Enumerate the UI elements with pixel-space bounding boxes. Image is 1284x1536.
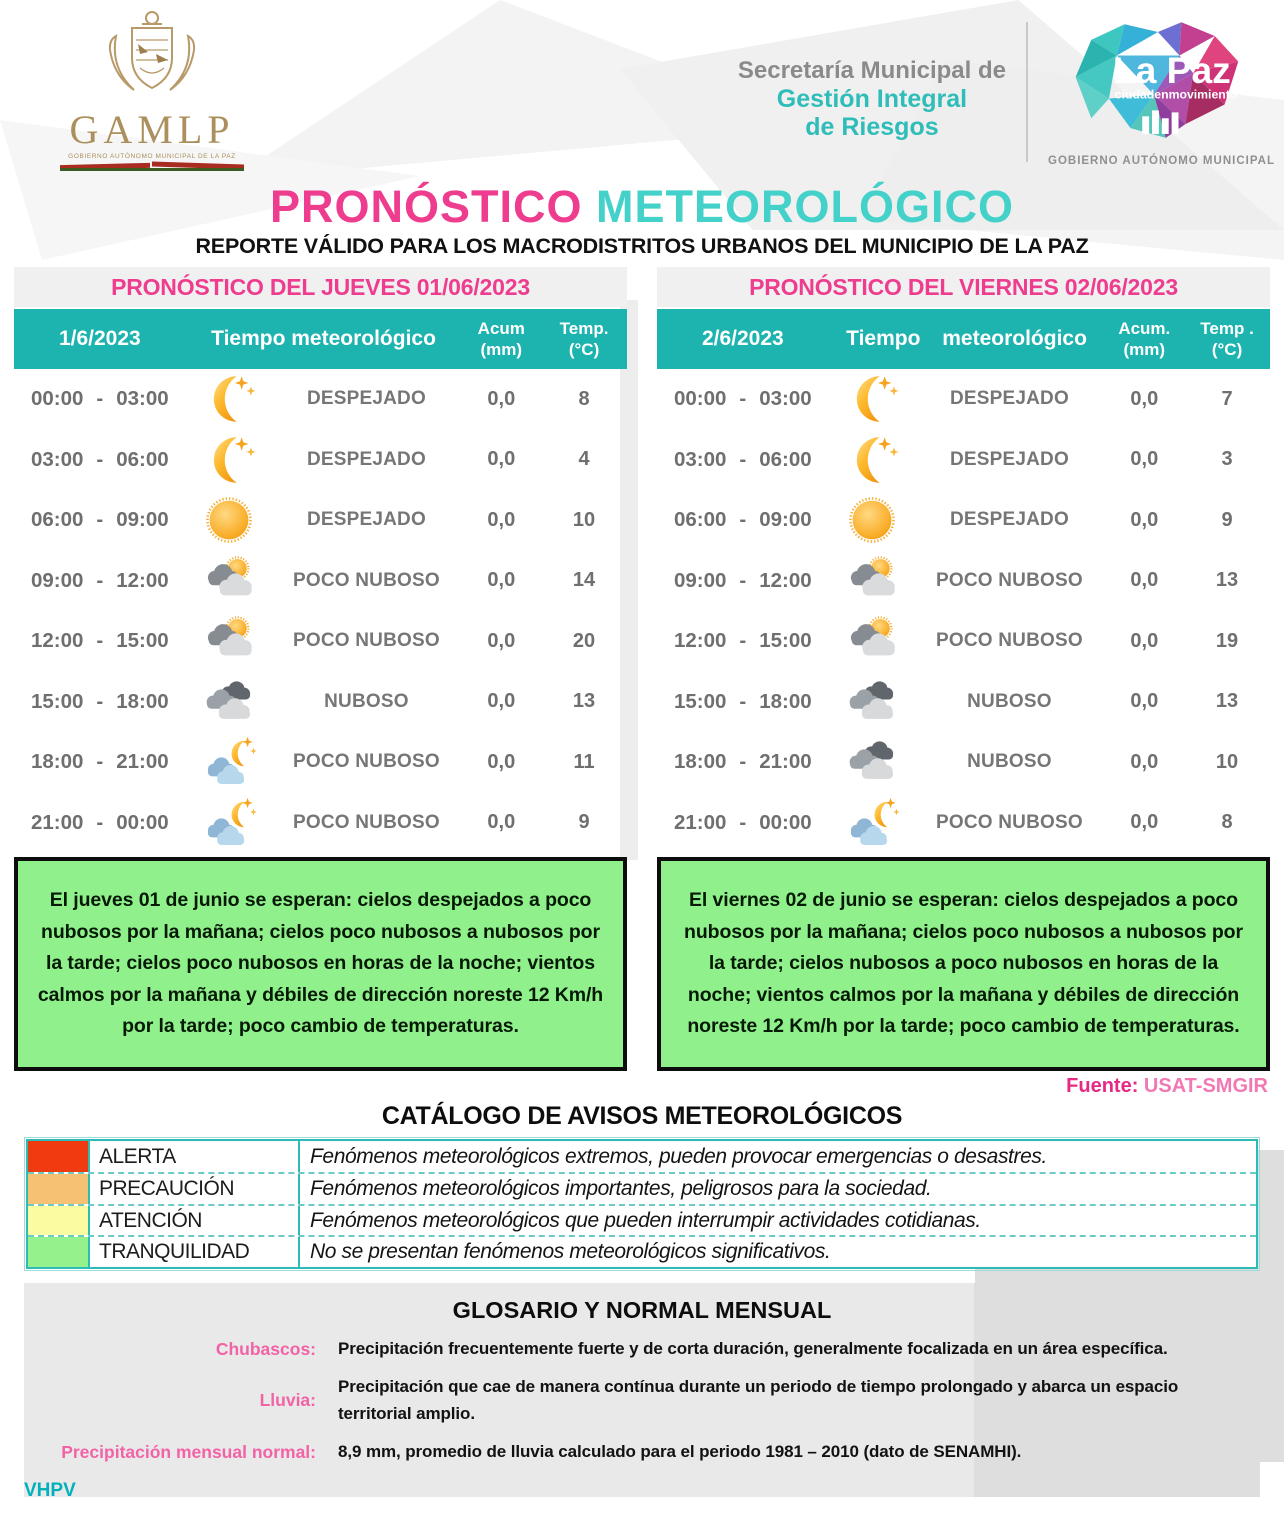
- forecast-table-thursday: [14, 307, 627, 853]
- temperature-value: 8: [1221, 811, 1233, 834]
- time-to: 06:00: [759, 447, 812, 471]
- time-to: 18:00: [116, 689, 169, 713]
- temperature-value: 3: [1221, 448, 1233, 471]
- secretaria-line2: Gestión Integral: [776, 84, 968, 113]
- accumulation-value: 0,0: [487, 387, 516, 410]
- section-title-thursday: PRONÓSTICO DEL JUEVES 01/06/2023: [14, 267, 627, 307]
- time-from: 21:00: [30, 810, 84, 834]
- weather-condition: NUBOSO: [967, 751, 1052, 773]
- temperature-value: 14: [572, 569, 596, 592]
- section-title-friday: PRONÓSTICO DEL VIERNES 02/06/2023: [657, 267, 1270, 307]
- time-from: 09:00: [673, 568, 727, 592]
- gamlp-crest-icon: [96, 6, 208, 110]
- time-separator: -: [739, 629, 747, 653]
- secretaria-line1: Secretaría Municipal de: [737, 57, 1006, 84]
- forecast-row: [14, 369, 627, 430]
- time-separator: -: [739, 447, 747, 471]
- summary-box-thursday: [14, 857, 627, 1071]
- lapaz-mosaic-icon: [1056, 22, 1252, 144]
- alert-color-swatch: [28, 1174, 90, 1204]
- forecast-row: [657, 551, 1270, 612]
- time-separator: -: [739, 750, 747, 774]
- weather-condition: DESPEJADO: [306, 509, 426, 531]
- accumulation-value: 0,0: [1130, 387, 1159, 410]
- temperature-value: 13: [1215, 690, 1239, 713]
- time-to: 15:00: [116, 629, 169, 653]
- column-header-tiempo: Tiempo meteorológico: [211, 327, 436, 350]
- temperature-value: 9: [578, 811, 590, 834]
- forecast-row: [657, 490, 1270, 551]
- alert-level-label: ALERTA: [90, 1141, 300, 1173]
- page-subtitle: REPORTE VÁLIDO PARA LOS MACRODISTRITOS URBANOS DEL MUNICIPIO DE LA PAZ: [195, 234, 1089, 258]
- time-range: [657, 448, 829, 472]
- time-separator: -: [96, 629, 104, 653]
- glossary-section: [24, 1283, 1260, 1502]
- temperature-value: 8: [578, 387, 590, 410]
- accumulation-value: 0,0: [487, 629, 516, 652]
- glossary-definition: Precipitación frecuentemente fuerte y de corta duración, generalmente focalizada en un área específica.: [338, 1338, 1168, 1358]
- author-initials: VHPV: [24, 1480, 76, 1502]
- time-separator: -: [96, 447, 104, 471]
- weather-condition: POCO NUBOSO: [936, 569, 1083, 591]
- time-from: 03:00: [30, 447, 84, 471]
- glossary-definition: 8,9 mm, promedio de lluvia calculado para el periodo 1981 – 2010 (dato de SENAMHI).: [338, 1441, 1022, 1461]
- glossary-entries: [24, 1336, 1260, 1465]
- time-to: 00:00: [116, 810, 169, 834]
- weather-condition: DESPEJADO: [949, 388, 1069, 410]
- moon-cloud-icon: [186, 735, 272, 789]
- time-range: [14, 569, 186, 593]
- catalog-title: CATÁLOGO DE AVISOS METEOROLÓGICOS: [381, 1101, 903, 1130]
- sun-icon: [829, 493, 915, 547]
- accumulation-value: 0,0: [487, 448, 516, 471]
- sun-cloud-icon: [186, 554, 272, 608]
- time-from: 06:00: [673, 508, 727, 532]
- alert-description: Fenómenos meteorológicos importantes, peligrosos para la sociedad.: [310, 1177, 932, 1201]
- alert-description: No se presentan fenómenos meteorológicos significativos.: [310, 1240, 831, 1264]
- accumulation-value: 0,0: [487, 750, 516, 773]
- column-header-date: 2/6/2023: [701, 327, 784, 350]
- time-from: 18:00: [30, 750, 84, 774]
- time-to: 15:00: [759, 629, 812, 653]
- page-title-part2: METEOROLÓGICO: [596, 181, 1015, 232]
- weather-condition: POCO NUBOSO: [293, 630, 440, 652]
- forecast-row: [657, 369, 1270, 430]
- glossary-title: GLOSARIO Y NORMAL MENSUAL: [452, 1296, 832, 1323]
- time-from: 15:00: [673, 689, 727, 713]
- source-line: [16, 1075, 1268, 1098]
- forecast-row: [657, 611, 1270, 672]
- time-to: 03:00: [759, 387, 812, 411]
- time-range: [14, 750, 186, 774]
- time-range: [14, 690, 186, 714]
- weather-condition: NUBOSO: [324, 690, 409, 712]
- sun-icon: [186, 493, 272, 547]
- weather-condition: DESPEJADO: [306, 448, 426, 470]
- secretaria-line3: de Riesgos: [805, 112, 939, 141]
- column-header-date: 1/6/2023: [58, 327, 141, 350]
- time-from: 21:00: [673, 810, 727, 834]
- temperature-value: 9: [1221, 508, 1233, 531]
- header-divider: [1026, 22, 1028, 162]
- weather-condition: DESPEJADO: [949, 448, 1069, 470]
- forecast-summaries: [14, 857, 1270, 1071]
- forecast-row: [14, 611, 627, 672]
- time-separator: -: [739, 387, 747, 411]
- weather-condition: POCO NUBOSO: [936, 811, 1083, 833]
- time-range: [657, 508, 829, 532]
- accumulation-value: 0,0: [487, 569, 516, 592]
- glossary-term: Lluvia:: [259, 1390, 316, 1411]
- source-label: Fuente:: [1066, 1074, 1139, 1097]
- time-separator: -: [739, 508, 747, 532]
- alert-description: Fenómenos meteorológicos extremos, pueden provocar emergencias o desastres.: [310, 1144, 1047, 1168]
- time-separator: -: [96, 568, 104, 592]
- temperature-value: 13: [1215, 569, 1239, 592]
- time-from: 12:00: [30, 629, 84, 653]
- glossary-entry: [24, 1336, 1260, 1362]
- temperature-value: 11: [573, 750, 595, 773]
- time-range: [657, 569, 829, 593]
- time-separator: -: [96, 810, 104, 834]
- clouds-icon: [829, 735, 915, 789]
- forecast-row: [14, 430, 627, 491]
- time-from: 12:00: [673, 629, 727, 653]
- glossary-entry: [24, 1374, 1260, 1427]
- accumulation-value: 0,0: [487, 811, 516, 834]
- catalog-row: [28, 1141, 1256, 1173]
- time-from: 00:00: [673, 387, 727, 411]
- column-header-temp: Temp . (°C): [1200, 318, 1254, 359]
- time-to: 09:00: [759, 508, 812, 532]
- time-separator: -: [96, 689, 104, 713]
- accumulation-value: 0,0: [1130, 569, 1159, 592]
- section-title-band: [14, 267, 1270, 307]
- gamlp-logo: [52, 6, 252, 171]
- temperature-value: 7: [1221, 387, 1233, 410]
- gamlp-subtitle: GOBIERNO AUTÓNOMO MUNICIPAL DE LA PAZ: [68, 153, 236, 160]
- glossary-definition: Precipitación que cae de manera contínua durante un periodo de tiempo prolongado y abarca un espacio territorial amplio.: [338, 1377, 1179, 1423]
- weather-condition: POCO NUBOSO: [293, 751, 440, 773]
- glossary-term: Precipitación mensual normal:: [61, 1441, 316, 1462]
- accumulation-value: 0,0: [1130, 448, 1159, 471]
- column-header-acum: Acum. (mm): [1118, 318, 1171, 359]
- temperature-value: 10: [572, 508, 596, 531]
- time-separator: -: [96, 508, 104, 532]
- temperature-value: 10: [1215, 750, 1239, 773]
- forecast-table-header: [14, 309, 627, 369]
- svg-text:ciudadenmovimiento: ciudadenmovimiento: [1114, 87, 1238, 102]
- clouds-icon: [829, 675, 915, 729]
- gamlp-acronym: GAMLP: [69, 107, 235, 152]
- time-range: [14, 448, 186, 472]
- glossary-term: Chubascos:: [215, 1338, 316, 1359]
- secretaria-wordmark: [738, 58, 1006, 141]
- alert-level-label: PRECAUCIÓN: [90, 1174, 300, 1204]
- catalog-row: [28, 1204, 1256, 1236]
- time-to: 18:00: [759, 689, 812, 713]
- moon-stars-icon: [186, 372, 272, 426]
- weather-condition: POCO NUBOSO: [293, 569, 440, 591]
- forecast-rows: [14, 369, 627, 853]
- accumulation-value: 0,0: [1130, 629, 1159, 652]
- forecast-rows: [657, 369, 1270, 853]
- gamlp-ribbon: [52, 162, 252, 171]
- time-from: 06:00: [30, 508, 84, 532]
- alert-color-swatch: [28, 1206, 90, 1236]
- forecast-tables: [14, 307, 1270, 853]
- accumulation-value: 0,0: [1130, 690, 1159, 713]
- forecast-row: [14, 732, 627, 793]
- time-to: 06:00: [116, 447, 169, 471]
- time-to: 00:00: [759, 810, 812, 834]
- summary-text: El jueves 01 de junio se esperan: cielos despejados a poco nubosos por la mañana; cielos poco nubosos a nubosos por la tarde; cielos poco nubosos en horas de la noche; vientos calmos por la mañana y débiles de dirección noreste 12 Km/h por la tarde; poco cambio de temperaturas.: [37, 889, 604, 1038]
- weather-condition: DESPEJADO: [306, 388, 426, 410]
- forecast-row: [14, 490, 627, 551]
- time-range: [657, 750, 829, 774]
- time-range: [14, 629, 186, 653]
- time-separator: -: [739, 810, 747, 834]
- moon-stars-icon: [829, 433, 915, 487]
- time-from: 09:00: [30, 568, 84, 592]
- time-range: [14, 811, 186, 835]
- alert-color-swatch: [28, 1237, 90, 1267]
- clouds-icon: [186, 675, 272, 729]
- weather-condition: POCO NUBOSO: [936, 630, 1083, 652]
- forecast-table-friday: [657, 307, 1270, 853]
- glossary-entry: [24, 1439, 1260, 1465]
- alert-level-label: ATENCIÓN: [90, 1206, 300, 1236]
- weather-condition: DESPEJADO: [949, 509, 1069, 531]
- forecast-row: [657, 793, 1270, 854]
- forecast-row: [14, 551, 627, 612]
- moon-cloud-icon: [186, 796, 272, 850]
- column-header-acum: Acum (mm): [477, 318, 525, 359]
- time-to: 21:00: [759, 750, 812, 774]
- time-range: [657, 811, 829, 835]
- weather-condition: NUBOSO: [967, 690, 1052, 712]
- time-to: 09:00: [116, 508, 169, 532]
- time-from: 18:00: [673, 750, 727, 774]
- time-to: 12:00: [759, 568, 812, 592]
- temperature-value: 19: [1215, 629, 1239, 652]
- time-from: 15:00: [30, 689, 84, 713]
- forecast-row: [657, 430, 1270, 491]
- sun-cloud-icon: [829, 614, 915, 668]
- time-separator: -: [96, 387, 104, 411]
- moon-stars-icon: [829, 372, 915, 426]
- svg-text:La Paz: La Paz: [1112, 49, 1231, 91]
- lapaz-caption: GOBIERNO AUTÓNOMO MUNICIPAL: [1048, 155, 1275, 167]
- time-to: 03:00: [116, 387, 169, 411]
- time-from: 03:00: [673, 447, 727, 471]
- weather-condition: POCO NUBOSO: [293, 811, 440, 833]
- temperature-value: 13: [572, 690, 596, 713]
- moon-cloud-icon: [829, 796, 915, 850]
- time-range: [657, 387, 829, 411]
- summary-text: El viernes 02 de junio se esperan: cielos despejados a poco nubosos por la mañana; cielos poco nubosos a nubosos por la tarde; cielos nubosos a poco nubosos en horas de la noche; vientos calmos por la mañana y débiles de dirección noreste 12 Km/h por la tarde; poco cambio de temperaturas.: [684, 889, 1243, 1038]
- time-range: [657, 690, 829, 714]
- accumulation-value: 0,0: [1130, 811, 1159, 834]
- summary-box-friday: [657, 857, 1270, 1071]
- time-from: 00:00: [30, 387, 84, 411]
- catalog-row: [28, 1235, 1256, 1267]
- column-header-temp: Temp. (°C): [559, 318, 609, 359]
- sun-cloud-icon: [829, 554, 915, 608]
- temperature-value: 4: [578, 448, 590, 471]
- time-separator: -: [739, 689, 747, 713]
- time-to: 21:00: [116, 750, 169, 774]
- alert-level-label: TRANQUILIDAD: [90, 1237, 300, 1267]
- alert-description: Fenómenos meteorológicos que pueden interrumpir actividades cotidianas.: [310, 1208, 981, 1232]
- page-title: [0, 182, 1284, 232]
- page-title-part1: PRONÓSTICO: [269, 181, 583, 232]
- accumulation-value: 0,0: [487, 508, 516, 531]
- source-value: USAT-SMGIR: [1143, 1074, 1268, 1097]
- temperature-value: 20: [572, 629, 596, 652]
- time-range: [14, 508, 186, 532]
- sun-cloud-icon: [186, 614, 272, 668]
- catalog-row: [28, 1172, 1256, 1204]
- accumulation-value: 0,0: [1130, 750, 1159, 773]
- forecast-row: [14, 672, 627, 733]
- forecast-row: [14, 793, 627, 854]
- time-range: [14, 387, 186, 411]
- forecast-row: [657, 732, 1270, 793]
- time-range: [657, 629, 829, 653]
- time-separator: -: [739, 568, 747, 592]
- time-to: 12:00: [116, 568, 169, 592]
- lapaz-logo: [1048, 22, 1275, 167]
- alert-color-swatch: [28, 1141, 90, 1173]
- catalog-table: [26, 1139, 1258, 1269]
- accumulation-value: 0,0: [1130, 508, 1159, 531]
- time-separator: -: [96, 750, 104, 774]
- forecast-table-header: [657, 309, 1270, 369]
- column-header-tiempo: Tiempo meteorológico: [846, 327, 1087, 350]
- forecast-row: [657, 672, 1270, 733]
- accumulation-value: 0,0: [487, 690, 516, 713]
- page-header: [0, 0, 1284, 180]
- moon-stars-icon: [186, 433, 272, 487]
